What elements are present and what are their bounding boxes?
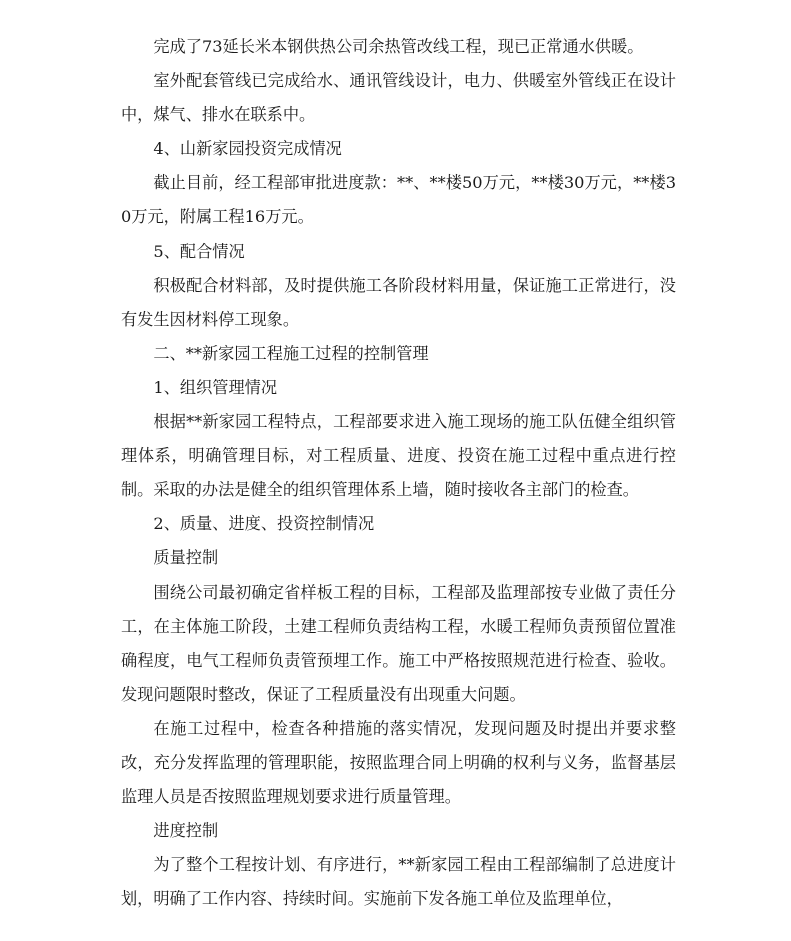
heading-quality-control: 质量控制: [153, 548, 219, 568]
heading-progress-control: 进度控制: [153, 821, 219, 841]
heading-quality-progress-investment: 2、质量、进度、投资控制情况: [153, 514, 375, 534]
paragraph-progress-plan: 为了整个工程按计划、有序进行，**新家园工程由工程部编制了总进度计划，明确了工作内容、持续时间。实施前下发各施工单位及监理单位，: [121, 855, 676, 909]
paragraph-supervision: 在施工过程中，检查各种措施的落实情况，发现问题及时提出并要求整改，充分发挥监理的管理职能，按照监理合同上明确的权利与义务，监督基层监理人员是否按照监理规划要求进行质量管理。: [121, 718, 676, 807]
heading-investment-status: 4、山新家园投资完成情况: [153, 139, 342, 159]
document-body: [121, 30, 676, 916]
heading-coordination: 5、配合情况: [153, 241, 245, 261]
paragraph-outdoor-pipelines: 室外配套管线已完成给水、通讯管线设计，电力、供暖室外管线正在设计中，煤气、排水在联系中。: [121, 71, 676, 125]
paragraph-heating-pipe: 完成了73延长米本钢供热公司余热管改线工程，现已正常通水供暖。: [153, 37, 644, 56]
paragraph-quality-responsibility: 围绕公司最初确定省样板工程的目标，工程部及监理部按专业做了责任分工，在主体施工阶段，土建工程师负责结构工程，水暖工程师负责预留位置准确程度，电气工程师负责管预埋工作。施工中严格按照规范进行检查、验收。发现问题限时整改，保证了工程质量没有出现重大问题。: [121, 582, 676, 704]
paragraph-material-coordination: 积极配合材料部，及时提供施工各阶段材料用量，保证施工正常进行，没有发生因材料停工现象。: [121, 275, 676, 329]
heading-section-two: 二、**新家园工程施工过程的控制管理: [153, 343, 429, 363]
paragraph-progress-payment: 截止目前，经工程部审批进度款：**、**楼50万元，**楼30万元，**楼30万元，附属工程16万元。: [121, 173, 676, 227]
heading-organization-management: 1、组织管理情况: [153, 377, 278, 397]
paragraph-organization-management: 根据**新家园工程特点，工程部要求进入施工现场的施工队伍健全组织管理体系，明确管理目标，对工程质量、进度、投资在施工过程中重点进行控制。采取的办法是健全的组织管理体系上墙，随时接收各主部门的检查。: [121, 412, 676, 500]
